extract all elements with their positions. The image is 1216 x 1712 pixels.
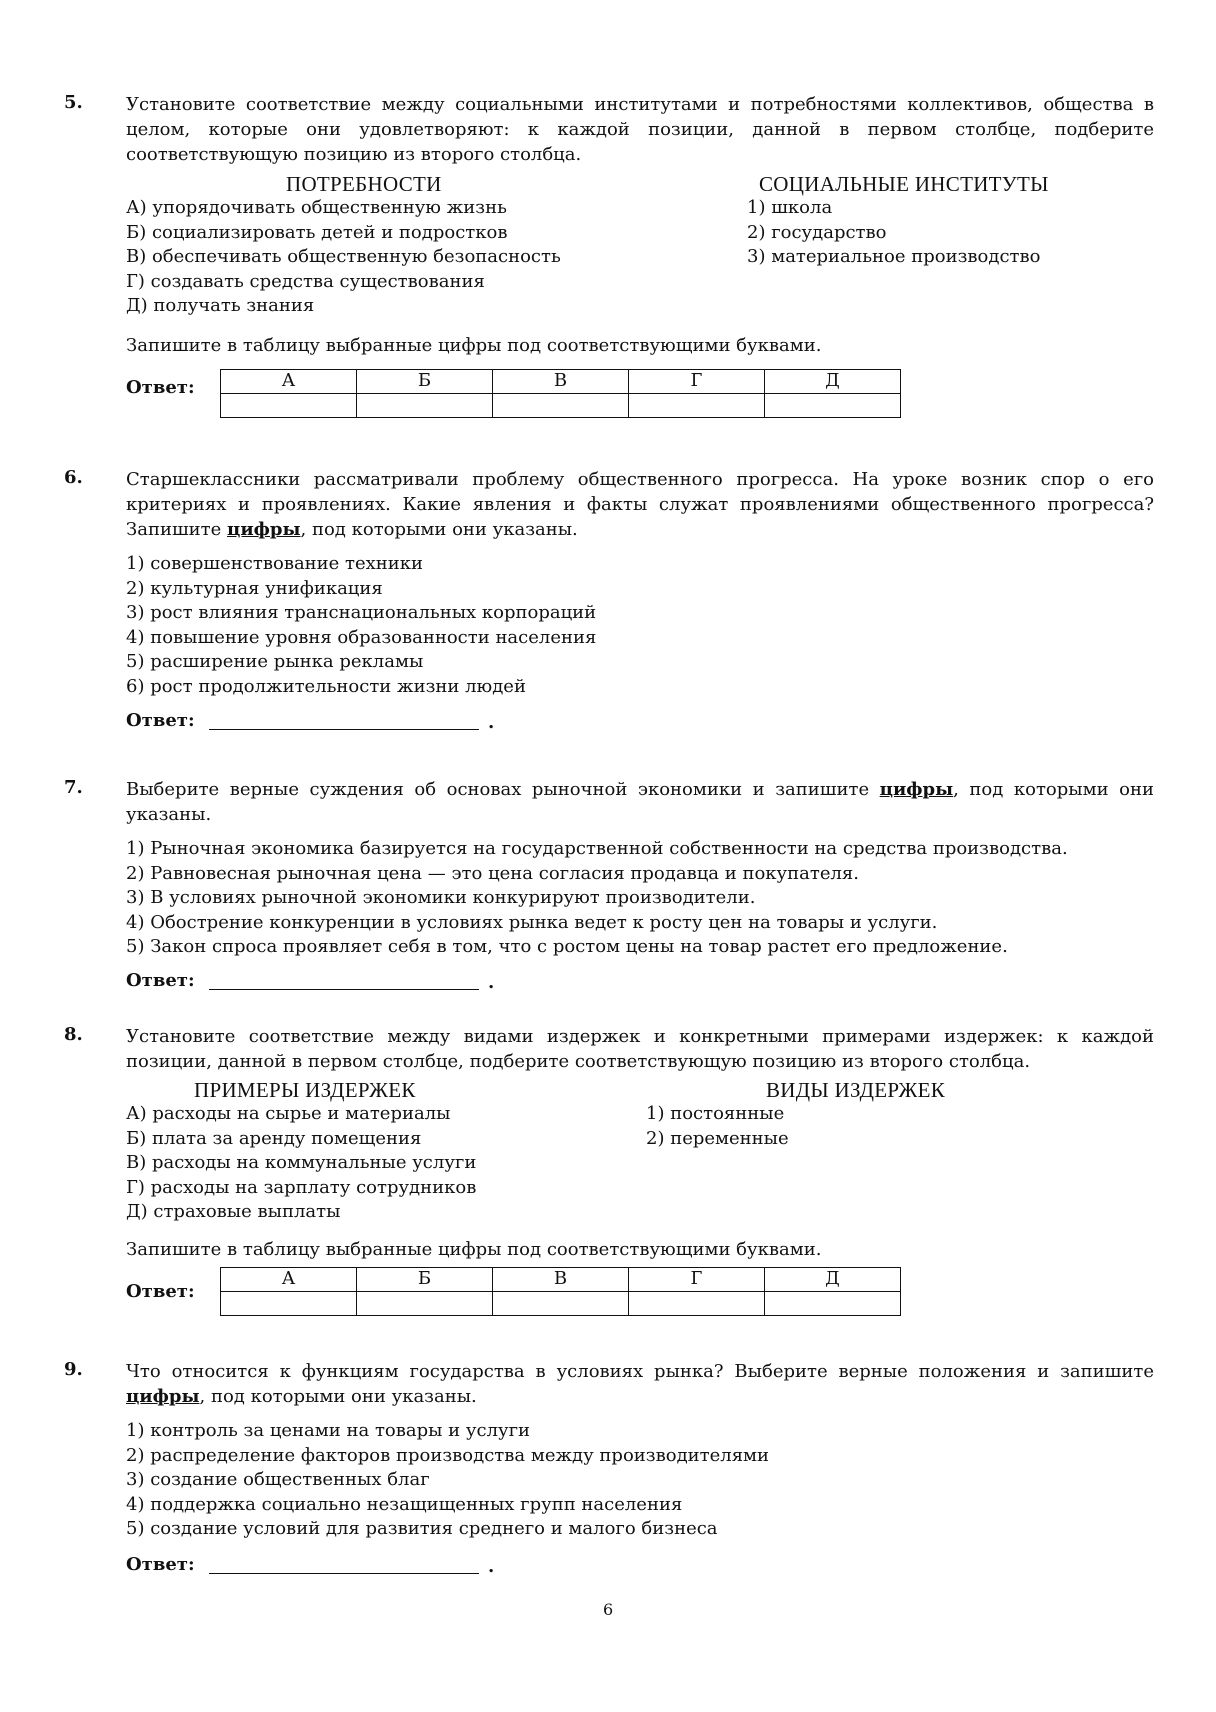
answer-letter: Д xyxy=(765,369,901,393)
answer-cell[interactable] xyxy=(493,1291,629,1315)
answer-label: Ответ: xyxy=(126,1280,195,1302)
answer-table xyxy=(220,1267,901,1316)
answer-cell[interactable] xyxy=(357,1291,493,1315)
answer-letter: Б xyxy=(357,1267,493,1291)
list-item: В) расходы на коммунальные услуги xyxy=(126,1152,477,1174)
answer-row xyxy=(126,1263,1154,1323)
answer-letter: А xyxy=(221,1267,357,1291)
answer-label: Ответ: xyxy=(126,709,195,731)
list-item: 2) культурная унификация xyxy=(126,577,383,599)
column-heading: ПРИМЕРЫ ИЗДЕРЖЕК xyxy=(194,1078,416,1102)
answer-letter: А xyxy=(221,369,357,393)
instruction: Запишите в таблицу выбранные цифры под соответствующими буквами. xyxy=(126,1239,822,1260)
task-body xyxy=(126,92,1154,419)
matching-columns xyxy=(126,1078,1154,1228)
task-text xyxy=(126,1359,1154,1409)
list-item: 6) рост продолжительности жизни людей xyxy=(126,675,526,697)
right-column xyxy=(646,1078,1146,1151)
answer-table xyxy=(220,369,901,418)
list-item: В) обеспечивать общественную безопасность xyxy=(126,246,561,268)
answer-cell[interactable] xyxy=(357,393,493,417)
answer-cell[interactable] xyxy=(221,1291,357,1315)
digits-word: цифры xyxy=(126,1386,200,1407)
answer-letter: Д xyxy=(765,1267,901,1291)
options-list xyxy=(126,1419,1154,1542)
matching-columns xyxy=(126,172,1154,322)
answer-period: . xyxy=(488,971,495,993)
column-heading: СОЦИАЛЬНЫЕ ИНСТИТУТЫ xyxy=(759,172,1049,196)
task-number: 8. xyxy=(64,1024,83,1045)
answer-label: Ответ: xyxy=(126,376,195,398)
answer-line[interactable] xyxy=(209,1572,479,1574)
digits-word: цифры xyxy=(227,519,301,540)
task-body xyxy=(126,1024,1154,1323)
list-item: Г) расходы на зарплату сотрудников xyxy=(126,1176,477,1198)
list-item: 5) расширение рынка рекламы xyxy=(126,651,424,673)
task-number: 7. xyxy=(64,777,83,798)
list-item: А) упорядочивать общественную жизнь xyxy=(126,197,507,218)
column-heading: ПОТРЕБНОСТИ xyxy=(286,172,442,196)
answer-letter: В xyxy=(493,369,629,393)
list-item: Б) социализировать детей и подростков xyxy=(126,221,508,243)
list-item: 2) распределение факторов производства между производителями xyxy=(126,1444,770,1466)
task-body xyxy=(126,1359,1154,1578)
answer-row xyxy=(126,700,1154,736)
answer-cell[interactable] xyxy=(765,393,901,417)
list-item: 1) Рыночная экономика базируется на государственной собственности на средства производства. xyxy=(126,838,1068,859)
list-item: 5) Закон спроса проявляет себя в том, что с ростом цены на товар растет его предложение. xyxy=(126,936,1008,958)
list-item: 1) контроль за ценами на товары и услуги xyxy=(126,1420,531,1441)
list-item: Б) плата за аренду помещения xyxy=(126,1127,422,1149)
task-body xyxy=(126,467,1154,736)
options-list xyxy=(126,837,1154,960)
instruction: Запишите в таблицу выбранные цифры под соответствующими буквами. xyxy=(126,335,822,356)
answer-letter: Г xyxy=(629,1267,765,1291)
task-text: Установите соответствие между видами издержек и конкретными примерами издержек: к каждой позиции, данной в первом столбце, подберите соответствующую позицию из второго столбца. xyxy=(126,1026,1154,1072)
list-item: 1) школа xyxy=(747,197,833,218)
answer-cell[interactable] xyxy=(765,1291,901,1315)
right-column xyxy=(747,172,1207,270)
answer-letter: Б xyxy=(357,369,493,393)
answer-letter: В xyxy=(493,1267,629,1291)
left-column xyxy=(126,172,686,319)
list-item: 4) повышение уровня образованности населения xyxy=(126,626,597,648)
list-item: Д) страховые выплаты xyxy=(126,1201,341,1223)
answer-period: . xyxy=(488,1555,495,1577)
answer-cell[interactable] xyxy=(221,393,357,417)
task-text-part: Что относится к функциям государства в условиях рынка? Выберите верные положения и запишите xyxy=(126,1361,1154,1382)
task-text: Установите соответствие между социальными институтами и потребностями коллективов, общества в целом, которые они удовлетворяют: к каждой позиции, данной в первом столбце, подберите соответствующую позицию из второго столбца. xyxy=(126,94,1154,165)
task-text-part: Старшеклассники рассматривали проблему общественного прогресса. На уроке возник спор о его критериях и проявлениях. Какие явления и факты служат проявлениями общественного прогресса? Запишите xyxy=(126,469,1154,540)
task-text-part: , под которыми они указаны. xyxy=(126,779,1154,825)
list-item: 2) государство xyxy=(747,221,887,243)
answer-period: . xyxy=(488,711,495,733)
list-item: А) расходы на сырье и материалы xyxy=(126,1103,451,1124)
answer-cell[interactable] xyxy=(629,1291,765,1315)
task-text-part: , под которыми они указаны. xyxy=(300,519,578,540)
answer-label: Ответ: xyxy=(126,1553,195,1575)
task-body xyxy=(126,777,1154,996)
list-item: 4) Обострение конкуренции в условиях рынка ведет к росту цен на товары и услуги. xyxy=(126,911,938,933)
list-item: 3) В условиях рыночной экономики конкурируют производители. xyxy=(126,887,756,909)
list-item: 2) Равновесная рыночная цена — это цена согласия продавца и покупателя. xyxy=(126,862,859,884)
answer-row xyxy=(126,960,1154,996)
list-item: 1) совершенствование техники xyxy=(126,553,424,574)
task-number: 6. xyxy=(64,467,83,488)
task-text xyxy=(126,467,1154,542)
task-number: 9. xyxy=(64,1359,83,1380)
digits-word: цифры xyxy=(879,779,954,800)
task-text-part: Выберите верные суждения об основах рыночной экономики и запишите xyxy=(126,779,880,800)
list-item: Г) создавать средства существования xyxy=(126,270,485,292)
task-7 xyxy=(64,777,1154,1002)
list-item: Д) получать знания xyxy=(126,295,315,317)
column-heading: ВИДЫ ИЗДЕРЖЕК xyxy=(766,1078,946,1102)
list-item: 3) рост влияния транснациональных корпораций xyxy=(126,602,597,624)
answer-cell[interactable] xyxy=(493,393,629,417)
task-5 xyxy=(64,92,1154,432)
task-8 xyxy=(64,1024,1154,1324)
task-text-part: , под которыми они указаны. xyxy=(199,1386,477,1407)
list-item: 3) создание общественных благ xyxy=(126,1469,430,1491)
answer-line[interactable] xyxy=(209,988,479,990)
list-item: 4) поддержка социально незащищенных групп населения xyxy=(126,1493,683,1515)
task-text xyxy=(126,777,1154,827)
task-number: 5. xyxy=(64,92,83,113)
answer-letter: Г xyxy=(629,369,765,393)
list-item: 3) материальное производство xyxy=(747,246,1041,268)
list-item: 2) переменные xyxy=(646,1127,789,1149)
left-column xyxy=(126,1078,626,1225)
list-item: 5) создание условий для развития среднего и малого бизнеса xyxy=(126,1518,718,1540)
page-number: 6 xyxy=(603,1600,614,1619)
answer-row xyxy=(126,359,1154,419)
answer-row xyxy=(126,1542,1154,1578)
task-6 xyxy=(64,467,1154,737)
answer-label: Ответ: xyxy=(126,969,195,991)
answer-cell[interactable] xyxy=(629,393,765,417)
answer-line[interactable] xyxy=(209,728,479,730)
options-list xyxy=(126,552,1154,700)
list-item: 1) постоянные xyxy=(646,1103,785,1124)
task-9 xyxy=(64,1359,1154,1599)
